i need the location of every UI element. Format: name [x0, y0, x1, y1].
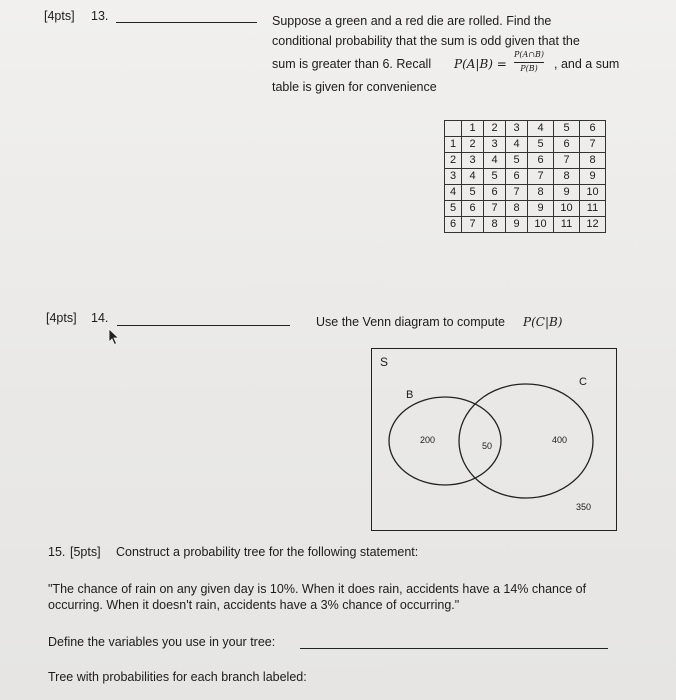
table-row — [445, 201, 606, 217]
q14-answer-blank[interactable] — [117, 325, 290, 326]
q13-points: [4pts] — [44, 9, 75, 23]
q15-quote-line1: "The chance of rain on any given day is 10%. When it does rain, accidents have a 14% chance of — [48, 582, 587, 596]
venn-set-c-label: C — [579, 376, 587, 388]
q13-fraction-denominator: P(B) — [520, 64, 538, 73]
venn-diagram — [371, 348, 617, 531]
q13-line2: conditional probability that the sum is odd given that the — [272, 34, 580, 48]
table-row — [445, 217, 606, 233]
table-cell: 12 — [580, 217, 606, 233]
q15-title: Construct a probability tree for the following statement: — [116, 545, 419, 559]
table-cell: 5 — [462, 185, 484, 201]
q13-line1: Suppose a green and a red die are rolled. Find the — [272, 14, 552, 28]
q15-define-label: Define the variables you use in your tree: — [48, 635, 276, 649]
table-header-cell: 4 — [528, 121, 554, 137]
q13-fraction-bar — [514, 62, 544, 63]
q15-points: [5pts] — [70, 545, 101, 559]
table-cell: 5 — [484, 169, 506, 185]
table-cell: 2 — [445, 153, 462, 169]
q13-line3a: sum is greater than 6. Recall — [272, 57, 432, 71]
table-cell: 5 — [506, 153, 528, 169]
q14-formula: P(C|B) — [523, 315, 563, 329]
table-header-cell: 6 — [580, 121, 606, 137]
q14-points: [4pts] — [46, 311, 77, 325]
q13-number: 13. — [91, 9, 109, 23]
table-cell: 4 — [506, 137, 528, 153]
set-c-circle — [459, 384, 593, 498]
table-cell: 8 — [506, 201, 528, 217]
table-header-cell — [445, 121, 462, 137]
table-cell: 8 — [554, 169, 580, 185]
table-cell: 10 — [580, 185, 606, 201]
table-cell: 3 — [484, 137, 506, 153]
q13-fraction-numerator: P(A∩B) — [514, 50, 544, 59]
q14-prompt: Use the Venn diagram to compute — [316, 315, 506, 329]
table-row — [445, 169, 606, 185]
table-cell: 1 — [445, 137, 462, 153]
venn-b-only-value: 200 — [420, 435, 436, 445]
table-cell: 6 — [484, 185, 506, 201]
table-cell: 8 — [580, 153, 606, 169]
q13-recall-formula: P(A|B) = — [454, 57, 507, 71]
q15-tree-label: Tree with probabilities for each branch labeled: — [48, 670, 307, 684]
table-row — [445, 137, 606, 153]
table-cell: 4 — [445, 185, 462, 201]
venn-outside-value: 350 — [576, 502, 592, 512]
table-cell: 6 — [554, 137, 580, 153]
sum-table — [444, 120, 606, 233]
table-cell: 4 — [462, 169, 484, 185]
table-cell: 6 — [445, 217, 462, 233]
venn-c-only-value: 400 — [552, 435, 568, 445]
q15-quote-line2: occurring. When it doesn't rain, accidents have a 3% chance of occurring." — [48, 598, 460, 612]
table-cell: 7 — [484, 201, 506, 217]
q13-line4: table is given for convenience — [272, 80, 437, 94]
table-cell: 8 — [528, 185, 554, 201]
table-row — [445, 153, 606, 169]
table-cell: 9 — [580, 169, 606, 185]
table-cell: 10 — [554, 201, 580, 217]
table-cell: 9 — [528, 201, 554, 217]
q15-define-blank[interactable] — [300, 648, 608, 649]
table-cell: 7 — [528, 169, 554, 185]
table-cell: 6 — [528, 153, 554, 169]
mouse-cursor-icon — [108, 328, 122, 346]
table-cell: 5 — [445, 201, 462, 217]
table-cell: 7 — [580, 137, 606, 153]
table-cell: 10 — [528, 217, 554, 233]
table-header-cell: 3 — [506, 121, 528, 137]
table-cell: 6 — [506, 169, 528, 185]
q13-answer-blank[interactable] — [116, 22, 257, 23]
table-cell: 9 — [554, 185, 580, 201]
venn-universe-label: S — [380, 355, 389, 369]
venn-set-b-label: B — [406, 389, 414, 401]
table-header-cell: 1 — [462, 121, 484, 137]
table-header-cell: 5 — [554, 121, 580, 137]
table-header-cell: 2 — [484, 121, 506, 137]
q14-number: 14. — [91, 311, 109, 325]
table-cell: 5 — [528, 137, 554, 153]
table-header-row — [445, 121, 606, 137]
table-cell: 6 — [462, 201, 484, 217]
table-cell: 7 — [554, 153, 580, 169]
table-cell: 7 — [462, 217, 484, 233]
table-cell: 3 — [462, 153, 484, 169]
table-cell: 11 — [580, 201, 606, 217]
table-cell: 11 — [554, 217, 580, 233]
venn-intersection-value: 50 — [482, 441, 493, 451]
table-cell: 8 — [484, 217, 506, 233]
table-cell: 2 — [462, 137, 484, 153]
table-cell: 9 — [506, 217, 528, 233]
table-cell: 7 — [506, 185, 528, 201]
table-row — [445, 185, 606, 201]
q15-number: 15. — [48, 545, 66, 559]
q13-line3b: , and a sum — [554, 57, 620, 71]
table-cell: 3 — [445, 169, 462, 185]
table-cell: 4 — [484, 153, 506, 169]
